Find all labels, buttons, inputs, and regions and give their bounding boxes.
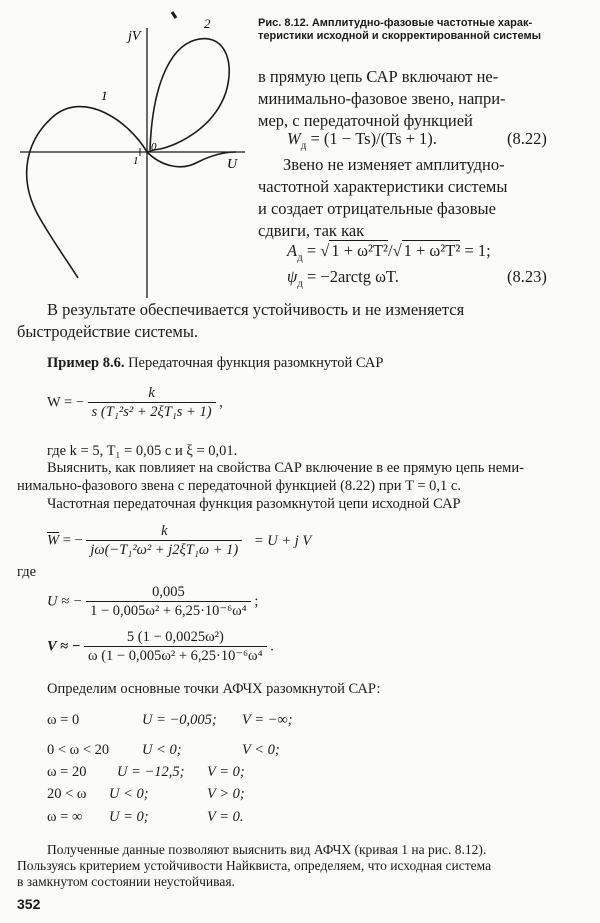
body-p3-l1: В результате обеспечивается устойчивость и не изменяется	[47, 300, 465, 319]
v-lhs: V ≈ −	[47, 638, 81, 655]
minus-one-label: 1	[133, 155, 139, 167]
eq822-rhs: = (1 − Ts)/(Ts + 1).	[306, 129, 437, 148]
u-tail: ;	[250, 593, 259, 610]
eq822-sub: д	[300, 139, 307, 152]
eq823a-sqrt2: 1 + ω²T²	[403, 241, 461, 260]
eq823a-slash: /	[387, 241, 393, 260]
v-formula	[47, 628, 274, 665]
curve-2	[147, 39, 229, 152]
curve-1-label: 1	[101, 88, 108, 103]
row-1-c: V < 0;	[242, 742, 280, 758]
row-3-c: V > 0;	[207, 786, 245, 802]
u-num: 0,005	[152, 584, 185, 600]
u-den: 1 − 0,005ω² + 6,25·10⁻⁶ω⁴	[86, 601, 251, 620]
equation-8-23a: $A_д$ = √ 1 + ω²T²/√ 1 + ω²T² = 1;	[287, 241, 491, 264]
side-p2-l2: частотной характеристики системы	[258, 177, 508, 196]
row-0-c: V = −∞;	[242, 712, 293, 728]
eq823-number: (8.23)	[507, 267, 547, 286]
equation-8-22	[287, 128, 567, 156]
body-p4-l3: Частотная передаточная функция разомкнутой цепи исходной САР	[47, 496, 461, 512]
body-p3-l2: быстродействие системы.	[17, 322, 199, 341]
params-line: где k = 5, T₁ = 0,05 с и ξ = 0,01.	[47, 443, 238, 459]
row-1-a: 0 < ω < 20	[47, 742, 110, 758]
axis-u-label: U	[227, 157, 238, 172]
eq823b-sub: д	[297, 277, 303, 290]
nyquist-figure	[0, 0, 260, 300]
row-4-c: V = 0.	[207, 809, 244, 825]
row-0-a: ω = 0	[47, 712, 80, 728]
wbar-formula	[47, 522, 311, 559]
eq823a-sqrt1: 1 + ω²T²	[331, 241, 388, 260]
curve-1-right	[147, 152, 236, 167]
row-2-b: U = −12,5;	[117, 764, 185, 780]
side-p1-l2: минимально-фазовое звено, напри-	[258, 89, 506, 108]
side-p2-l3: и создает отрицательные фазовые	[258, 199, 496, 218]
row-4-b: U = 0;	[109, 809, 149, 825]
axis-v-label: jV	[128, 29, 141, 44]
curve-1	[27, 107, 147, 278]
row-3-b: U < 0;	[109, 786, 149, 802]
eq823a-eq: =	[302, 241, 321, 260]
v-fraction	[84, 628, 267, 665]
eq823a-tail: = 1;	[460, 241, 491, 260]
wbar-den: jω(−T₁²ω² + j2ξT₁ω + 1)	[86, 540, 242, 559]
side-p2-l4: сдвиги, так как	[258, 221, 365, 240]
eq823a-lhs: A	[287, 241, 298, 260]
body-p4-l1: Выяснить, как повлияет на свойства САР включение в ее прямую цепь неми-	[47, 460, 524, 476]
eq822-lhs: W	[287, 129, 301, 148]
u-formula	[47, 583, 258, 620]
u-fraction	[86, 583, 251, 620]
side-p1-l1: в прямую цепь САР включают не-	[258, 67, 499, 86]
example-label: Пример 8.6.	[47, 355, 125, 371]
wbar-lhs: $\overline{W}$	[47, 532, 60, 549]
u-lhs: U ≈ −	[47, 593, 83, 610]
eq823b-lhs: ψ	[287, 267, 298, 286]
row-4-a: ω = ∞	[47, 809, 83, 825]
eq823a-sub: д	[297, 251, 303, 264]
side-p2-l1: Звено не изменяет амплитудно-	[283, 155, 505, 174]
equation-8-23b	[287, 266, 567, 294]
body-p5-l2: Пользуясь критерием устойчивости Найквиста, определяем, что исходная система	[17, 858, 492, 873]
body-p5-l3: в замкнутом состоянии неустойчивая.	[17, 874, 235, 889]
row-2-c: V = 0;	[207, 764, 245, 780]
v-den: ω (1 − 0,005ω² + 6,25·10⁻⁶ω⁴	[84, 646, 267, 665]
wbar-fraction	[86, 522, 242, 559]
row-3-a: 20 < ω	[47, 786, 87, 802]
page-number: 352	[17, 896, 41, 912]
figure-caption-line1: Рис. 8.12. Амплитудно-фазовые частотные харак-	[258, 17, 533, 29]
w-fraction	[88, 384, 216, 421]
body-p4-l2: нимально-фазового звена с передаточной функцией (8.22) при T = 0,1 с.	[17, 478, 461, 494]
body-p5-l1: Полученные данные позволяют выяснить вид АФЧХ (кривая 1 на рис. 8.12).	[47, 842, 487, 857]
points-table	[47, 711, 347, 831]
v-tail: .	[266, 638, 274, 655]
eq822-number: (8.22)	[507, 129, 547, 148]
row-0-b: U = −0,005;	[142, 712, 217, 728]
curve-2-label: 2	[204, 16, 211, 31]
v-num: 5 (1 − 0,0025ω²)	[126, 629, 224, 645]
wbar-num: k	[161, 523, 168, 539]
row-1-b: U < 0;	[142, 742, 182, 758]
origin-label: 0	[151, 141, 157, 153]
points-intro: Определим основные точки АФЧХ разомкнутой САР:	[47, 681, 381, 697]
example-line	[47, 354, 383, 372]
wbar-eq: = −	[59, 532, 83, 549]
eq823b-rhs: = −2arctg ωT.	[302, 267, 399, 286]
w-den: s (T₁²s² + 2ξT₁s + 1)	[88, 402, 216, 421]
w-lhs: W = −	[47, 394, 85, 411]
example-text: Передаточная функция разомкнутой САР	[124, 355, 384, 371]
ink-mark	[172, 12, 176, 18]
side-p1-l3: мер, с передаточной функцией	[258, 111, 473, 130]
figure-caption-line2: теристики исходной и скорректированной системы	[258, 30, 542, 42]
wbar-tail: = U + j V	[253, 532, 312, 549]
w-formula	[47, 384, 223, 421]
w-num: k	[148, 385, 155, 401]
w-tail: ,	[215, 394, 223, 411]
gde-label: где	[17, 564, 37, 580]
row-2-a: ω = 20	[47, 764, 87, 780]
